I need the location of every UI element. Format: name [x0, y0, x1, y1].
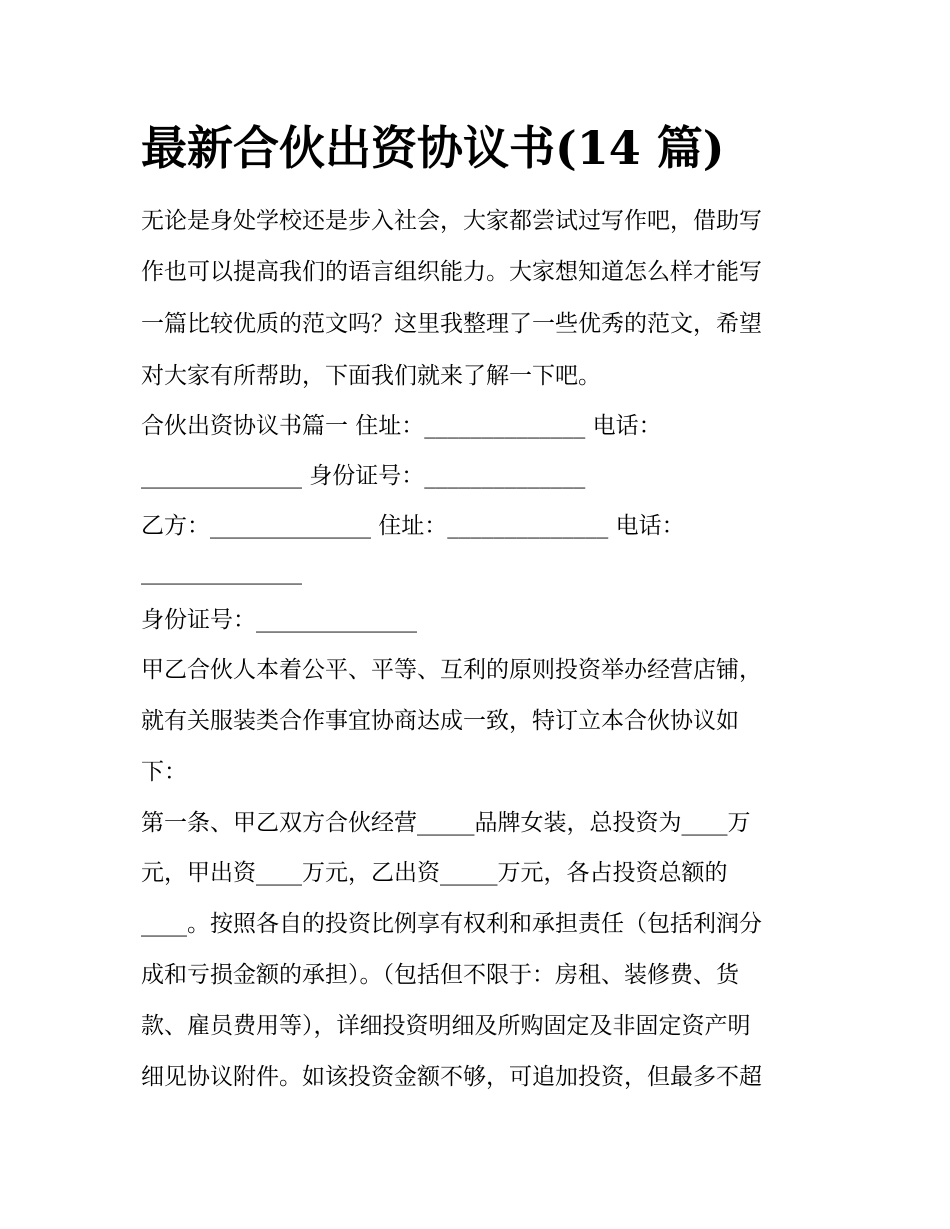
paragraph-line: 对大家有所帮助，下面我们就来了解一下吧。: [141, 363, 601, 389]
paragraph-line: 作也可以提高我们的语言组织能力。大家想知道怎么样才能写: [141, 259, 762, 285]
paragraph-line: 无论是身处学校还是步入社会，大家都尝试过写作吧，借助写: [141, 208, 762, 234]
paragraph-line: 就有关服装类合作事宜协商达成一致，特订立本合伙协议如: [141, 708, 739, 734]
paragraph-line: 一篇比较优质的范文吗？这里我整理了一些优秀的范文，希望: [141, 311, 762, 337]
paragraph-line: 合伙出资协议书篇一 住址：______________ 电话：: [141, 413, 662, 439]
paragraph-line: 元，甲出资____万元，乙出资_____万元，各占投资总额的: [141, 860, 728, 886]
paragraph-line: ____。按照各自的投资比例享有权利和承担责任（包括利润分: [141, 911, 762, 937]
paragraph-line: 下：: [141, 759, 187, 785]
paragraph-line: 甲乙合伙人本着公平、平等、互利的原则投资举办经营店铺，: [141, 657, 762, 683]
paragraph-line: ______________: [141, 559, 302, 585]
paragraph-line: 细见协议附件。如该投资金额不够，可追加投资，但最多不超: [141, 1064, 762, 1090]
paragraph-line: 第一条、甲乙双方合伙经营_____品牌女装，总投资为____万: [141, 810, 751, 836]
paragraph-line: 成和亏损金额的承担）。（包括但不限于：房租、装修费、货: [141, 962, 739, 988]
paragraph-line: 乙方：______________ 住址：______________ 电话：: [141, 513, 685, 539]
paragraph-line: ______________ 身份证号：______________: [141, 463, 586, 489]
paragraph-line: 款、雇员费用等），详细投资明细及所购固定及非固定资产明: [141, 1013, 751, 1039]
paragraph-line: 身份证号：______________: [141, 607, 417, 633]
document-title: 最新合伙出资协议书(14 篇): [141, 121, 725, 175]
